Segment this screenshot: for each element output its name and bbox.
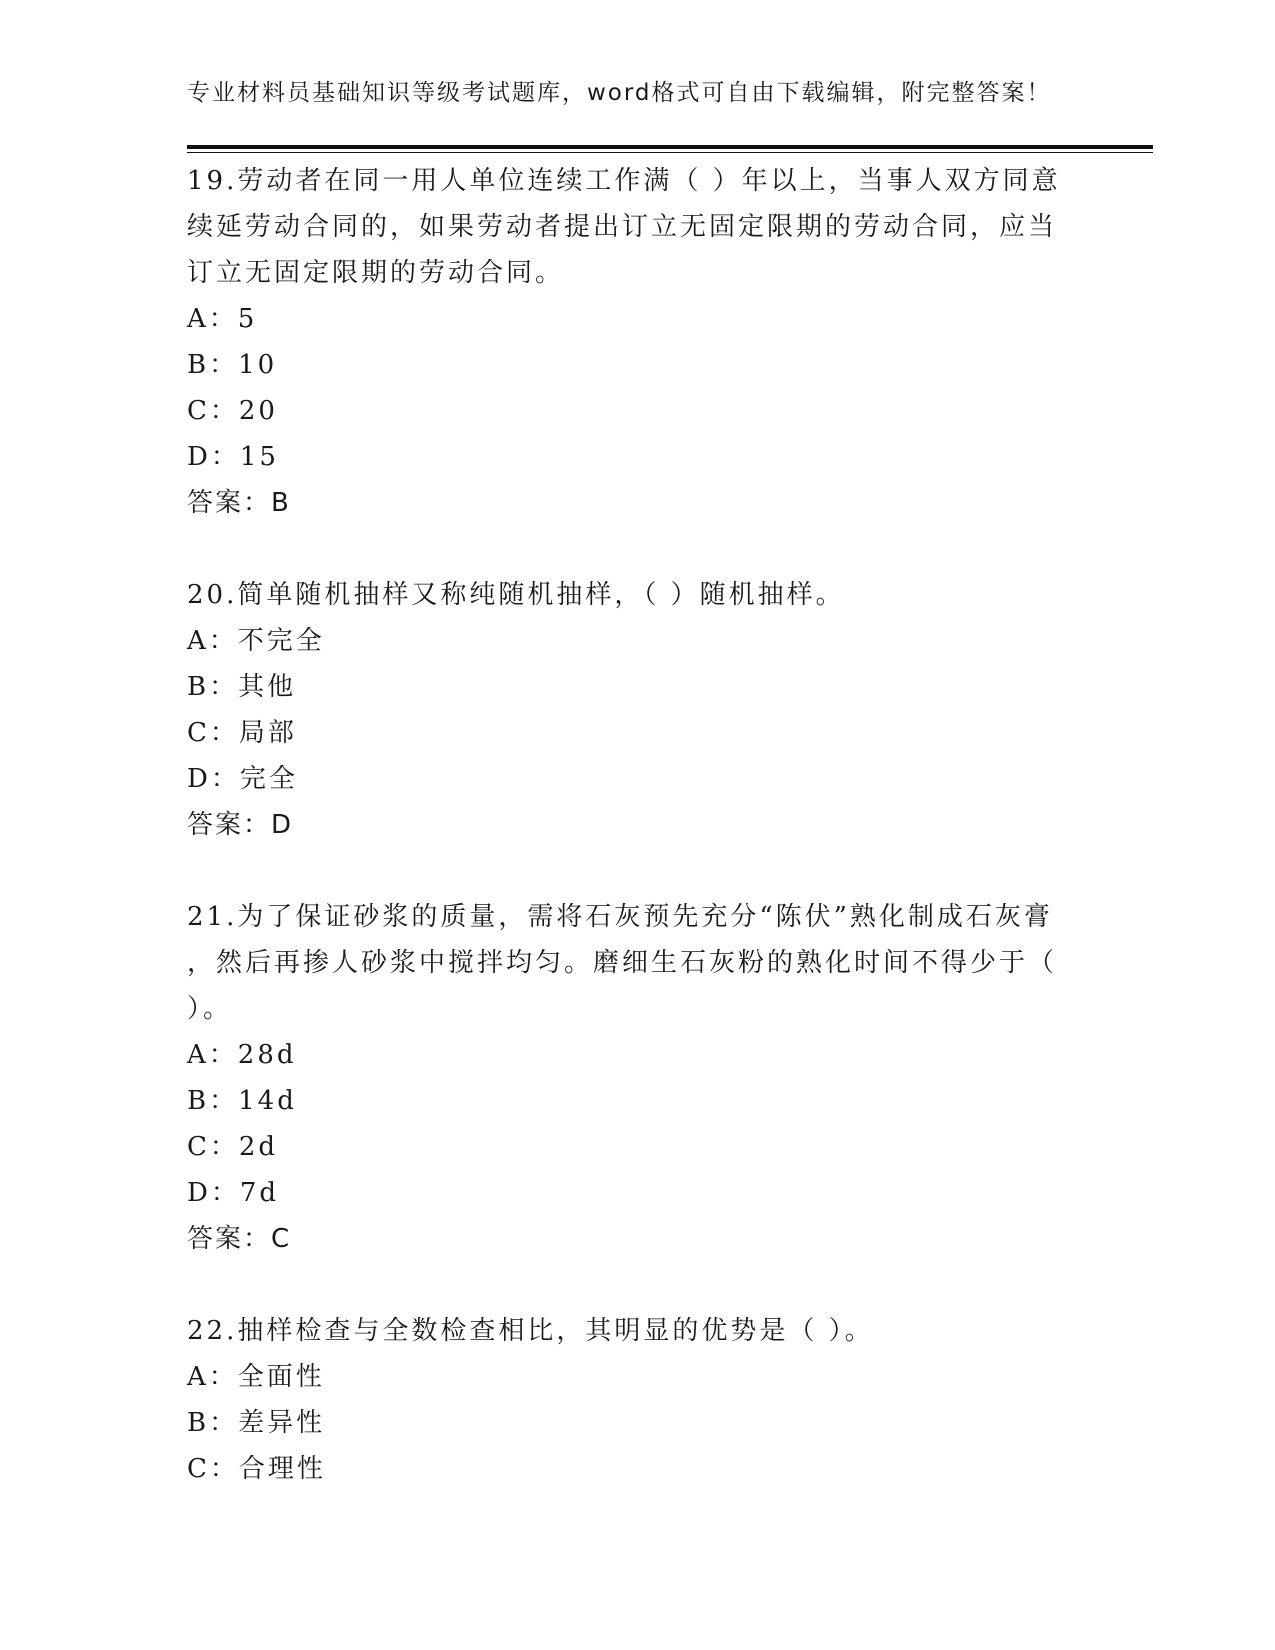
option-b: B：14d: [187, 1086, 297, 1116]
option-a: A：不完全: [187, 626, 325, 656]
option-a: A：28d: [187, 1040, 297, 1070]
question-stem-line: 订立无固定限期的劳动合同。: [187, 258, 565, 288]
option-a: A：5: [187, 304, 258, 334]
answer-line: 答案：D: [187, 810, 294, 840]
question-stem-line: 21.为了保证砂浆的质量，需将石灰预先充分“陈伏”熟化制成石灰膏: [187, 902, 1053, 932]
page-header: 专业材料员基础知识等级考试题库，word格式可自由下载编辑，附完整答案！: [187, 80, 1052, 106]
option-b: B：其他: [187, 672, 297, 702]
option-d: D：完全: [187, 764, 298, 794]
question-22: [187, 1308, 1077, 1492]
question-stem-line: 20.简单随机抽样又称纯随机抽样，（ ）随机抽样。: [187, 580, 845, 610]
question-stem-line: 续延劳动合同的，如果劳动者提出订立无固定限期的劳动合同，应当: [187, 212, 1058, 242]
question-stem-line: 19.劳动者在同一用人单位连续工作满（ ）年以上，当事人双方同意: [187, 166, 1061, 196]
option-b: B：差异性: [187, 1408, 326, 1438]
option-c: C：2d: [187, 1132, 279, 1162]
question-list: [187, 158, 1077, 1538]
answer-line: 答案：C: [187, 1224, 292, 1254]
option-b: B：10: [187, 350, 278, 380]
option-c: C：20: [187, 396, 278, 426]
question-stem-line: 22.抽样检查与全数检查相比，其明显的优势是（ ）。: [187, 1316, 874, 1346]
header-divider-thin: [187, 152, 1153, 153]
option-a: A：全面性: [187, 1362, 325, 1392]
question-stem-line: ，然后再掺人砂浆中搅拌均匀。磨细生石灰粉的熟化时间不得少于（: [187, 948, 1058, 978]
question-20: [187, 572, 1077, 848]
option-c: C：合理性: [187, 1454, 326, 1484]
option-d: D：7d: [187, 1178, 280, 1208]
answer-line: 答案：B: [187, 488, 291, 518]
header-divider-thick: [187, 145, 1153, 149]
question-21: [187, 894, 1077, 1262]
question-19: [187, 158, 1077, 526]
question-stem-line: ）。: [187, 994, 233, 1024]
option-c: C：局部: [187, 718, 297, 748]
option-d: D：15: [187, 442, 279, 472]
